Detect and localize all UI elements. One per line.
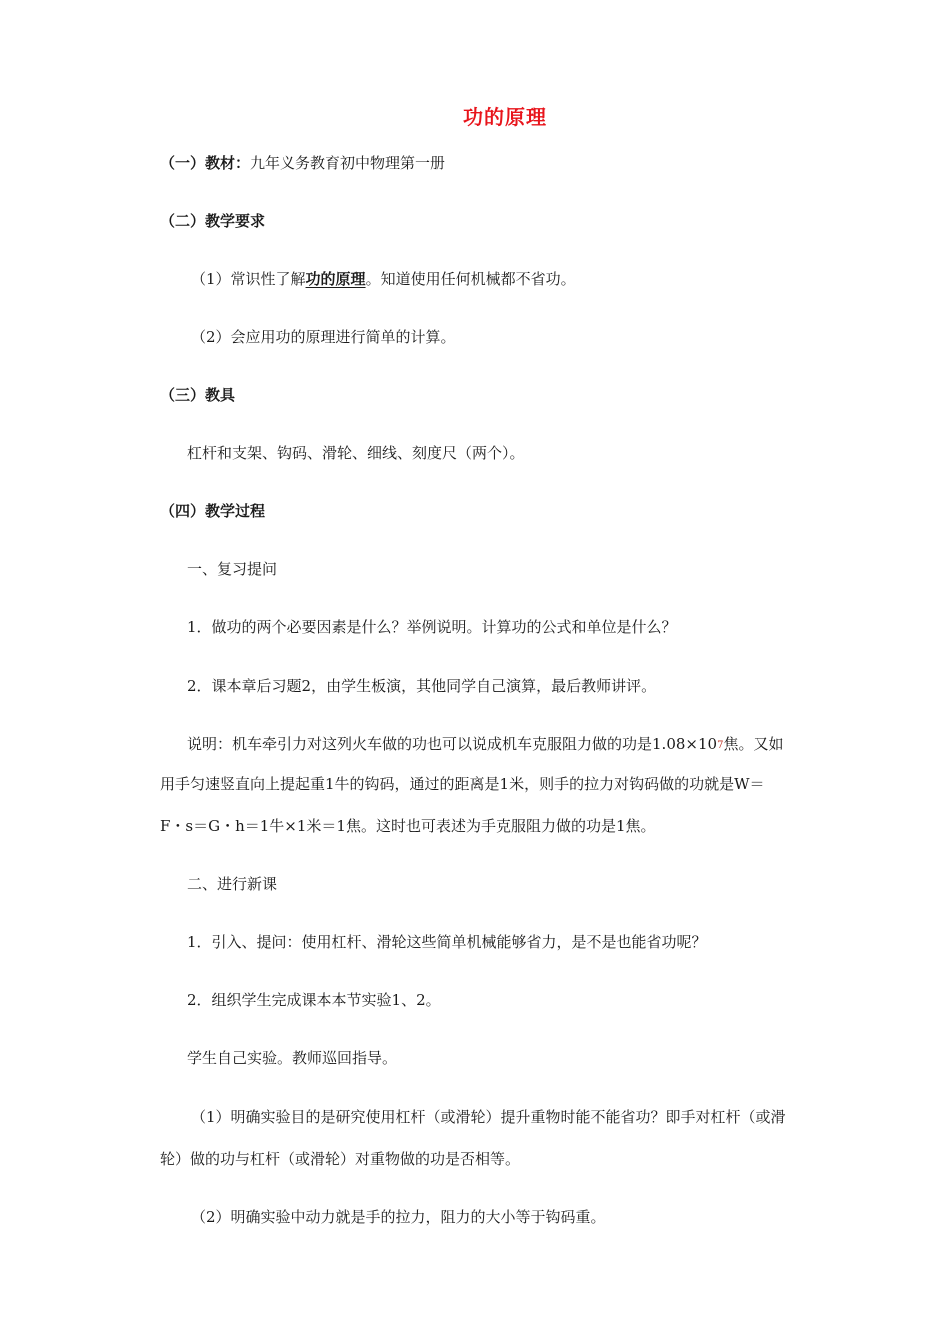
requirement-1-emphasis: 功的原理: [305, 270, 366, 288]
section-heading-process: （四）教学过程: [160, 502, 266, 520]
new-lesson-item-3: 学生自己实验。教师巡回指导。: [187, 1049, 398, 1067]
explanation-line-2: 用手匀速竖直向上提起重1牛的钩码，通过的距离是1米，则手的拉力对钩码做的功就是W＝: [160, 775, 765, 793]
experiment-point-1-line-1: （1）明确实验目的是研究使用杠杆（或滑轮）提升重物时能不能省功？即手对杠杆（或滑: [191, 1108, 786, 1126]
review-question-1: 1．做功的两个必要因素是什么？举例说明。计算功的公式和单位是什么？: [187, 618, 677, 636]
new-lesson-item-2: 2．组织学生完成课本本节实验1、2。: [187, 991, 441, 1009]
experiment-point-2: （2）明确实验中动力就是手的拉力，阻力的大小等于钩码重。: [191, 1208, 606, 1226]
section-materials: [160, 152, 445, 174]
exponent-mark: 7: [717, 740, 724, 751]
requirement-1-prefix: （1）常识性了解: [191, 270, 306, 288]
requirement-item-1: [191, 268, 576, 290]
part-new-lesson-heading: 二、进行新课: [187, 875, 278, 893]
requirement-1-suffix: 。知道使用任何机械都不省功。: [365, 270, 576, 288]
experiment-point-1-line-2: 轮）做的功与杠杆（或滑轮）对重物做的功是否相等。: [160, 1150, 521, 1168]
explanation-line-1: [187, 733, 783, 757]
explanation-line-1-a: 说明：机车牵引力对这列火车做的功也可以说成机车克服阻力做的功是1.08×10: [187, 735, 718, 753]
section-heading-tools: （三）教具: [160, 386, 236, 404]
section-heading-materials: （一）教材：: [160, 154, 251, 172]
new-lesson-item-1: 1．引入、提问：使用杠杆、滑轮这些简单机械能够省力，是不是也能省功呢？: [187, 933, 707, 951]
section-heading-requirements: （二）教学要求: [160, 212, 266, 230]
materials-text: 九年义务教育初中物理第一册: [250, 154, 446, 172]
requirement-item-2: （2）会应用功的原理进行简单的计算。: [191, 328, 456, 346]
tools-text: 杠杆和支架、钩码、滑轮、细线、刻度尺（两个）。: [187, 444, 525, 462]
document-title: 功的原理: [463, 105, 547, 129]
part-review-heading: 一、复习提问: [187, 560, 278, 578]
explanation-line-1-b: 焦。又如: [723, 735, 784, 753]
review-question-2: 2．课本章后习题2，由学生板演，其他同学自己演算，最后教师讲评。: [187, 677, 657, 695]
explanation-line-3: F・s＝G・h＝1牛×1米＝1焦。这时也可表述为手克服阻力做的功是1焦。: [160, 817, 656, 835]
